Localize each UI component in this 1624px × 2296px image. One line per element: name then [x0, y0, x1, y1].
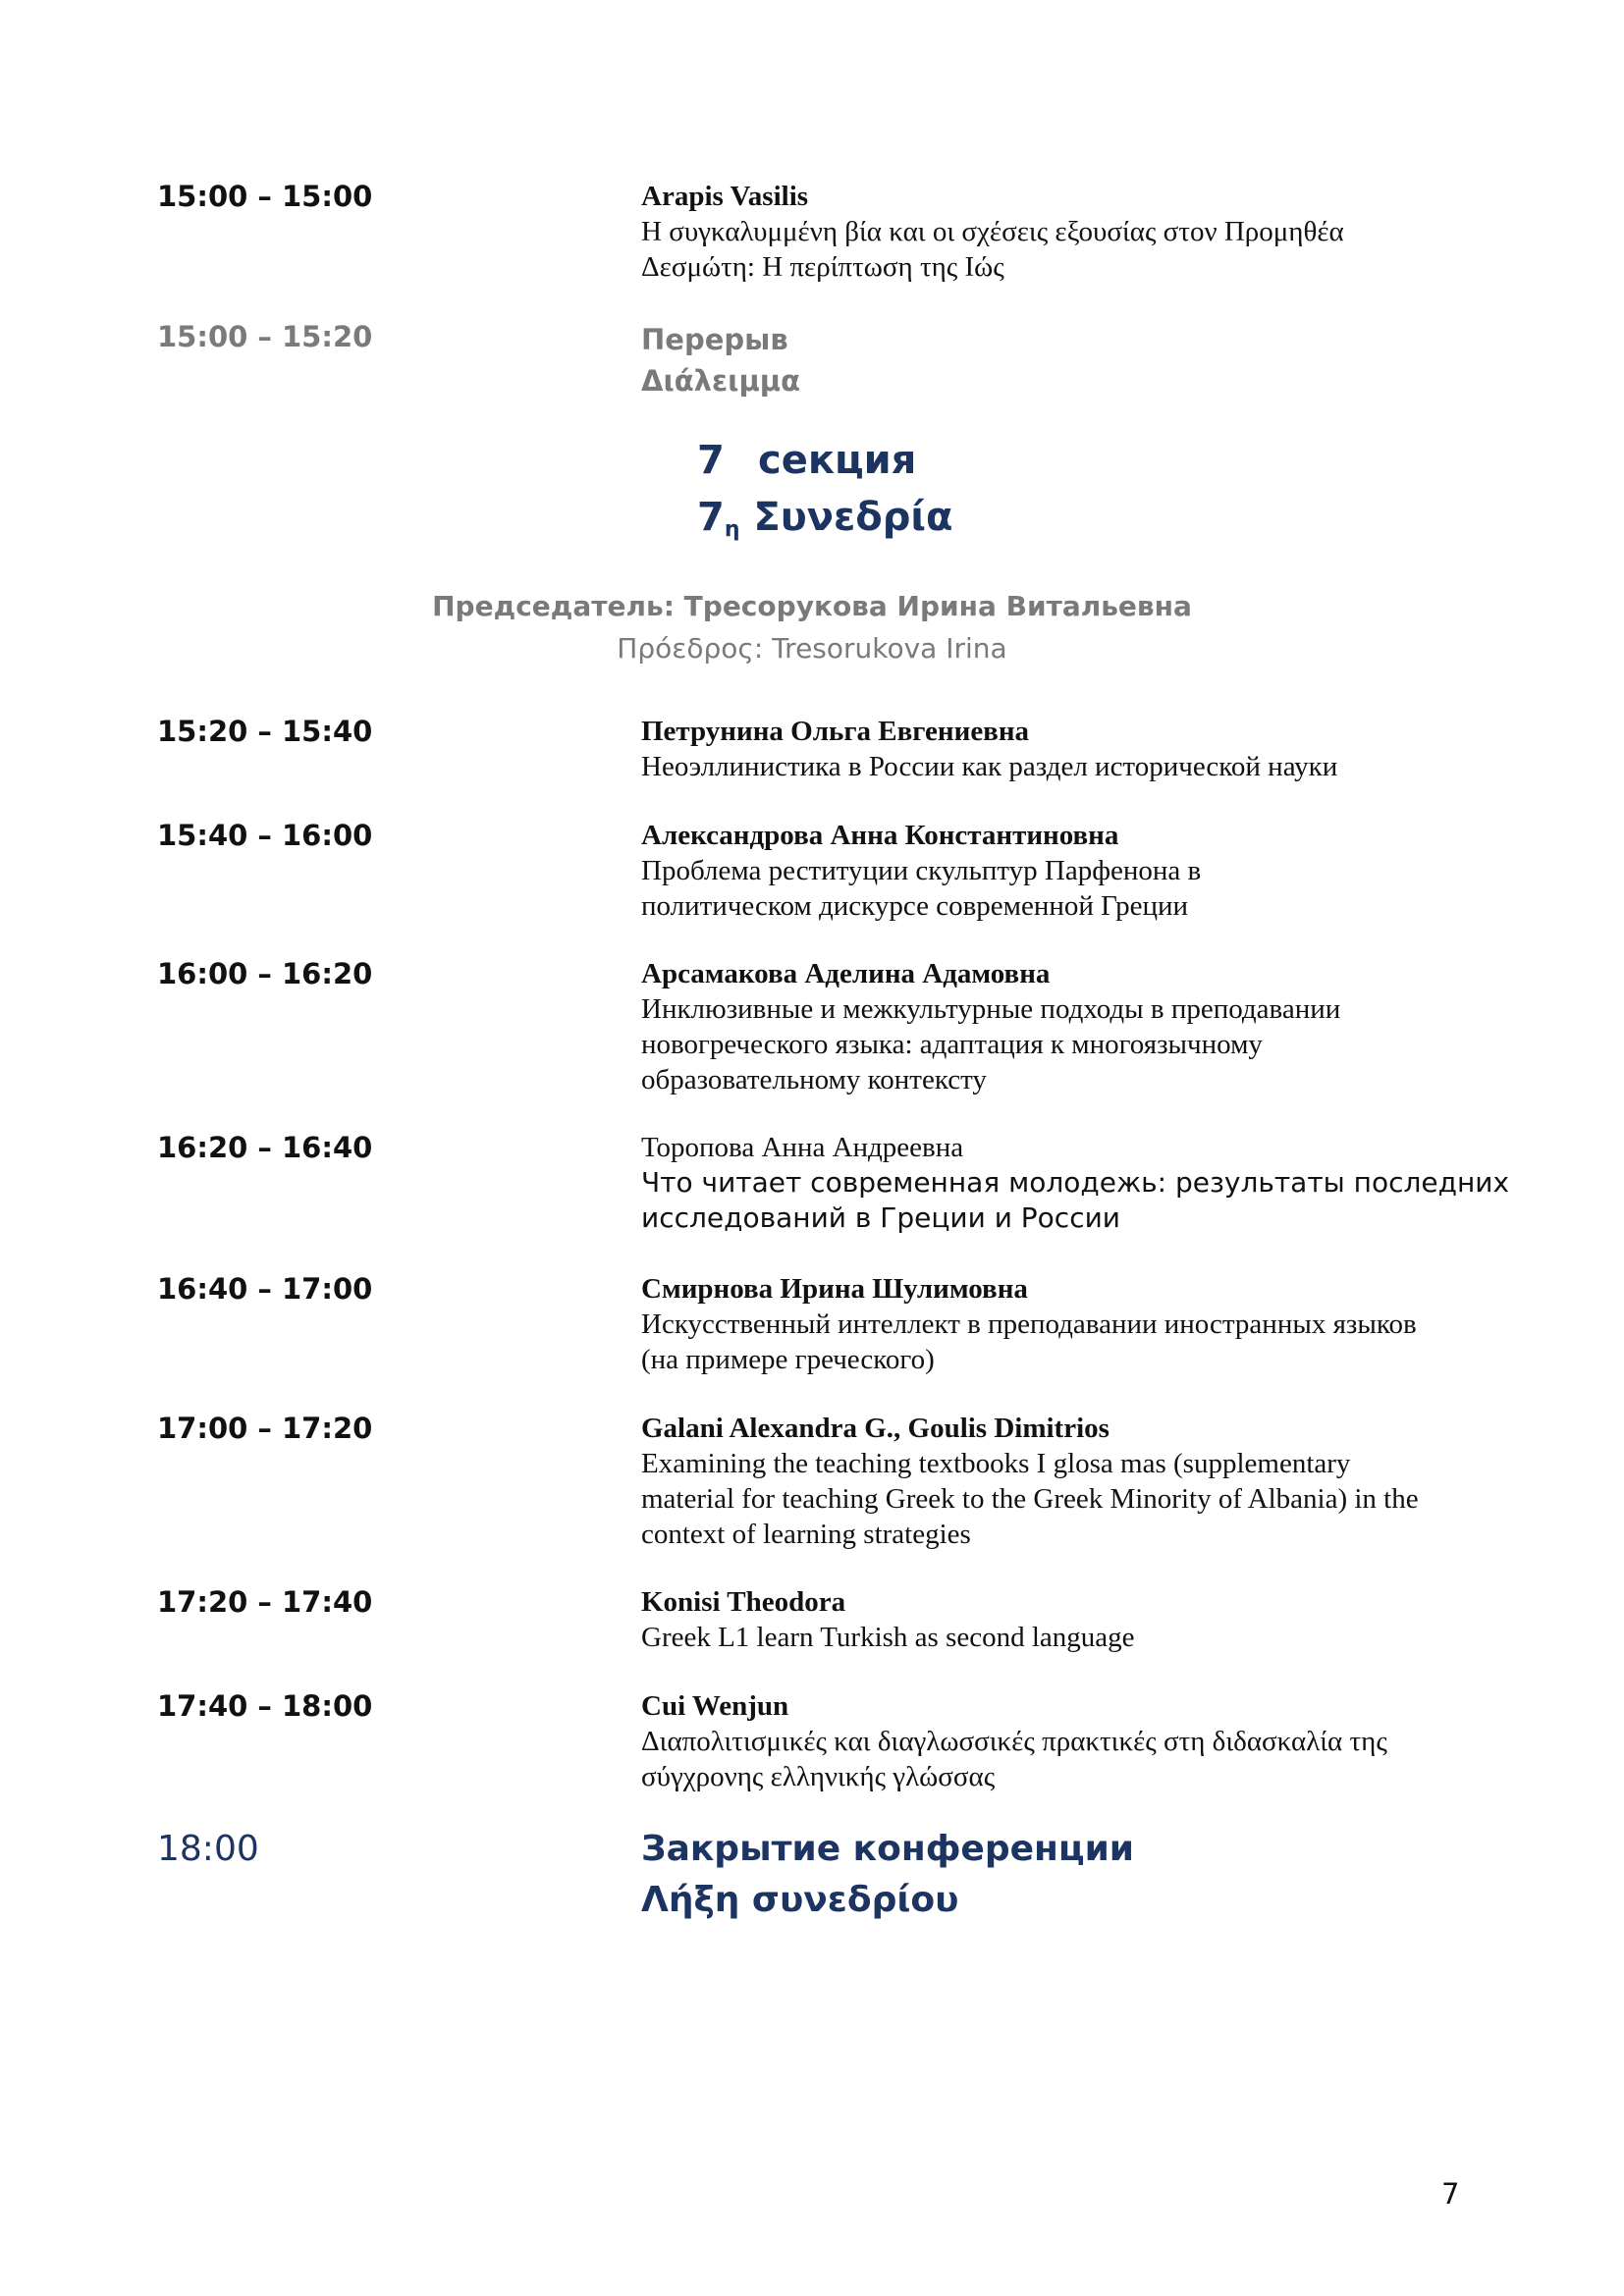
item-title-line: Examining the teaching textbooks I glosa mas (supplementary [641, 1448, 1351, 1479]
item-title [641, 214, 1486, 285]
item-title [641, 1165, 1510, 1236]
item-content [641, 1688, 1486, 1794]
item-title-line: Что читает современная молодежь: результаты последних [641, 1166, 1510, 1199]
item-author: Смирнова Ирина Шулимовна [641, 1273, 1028, 1305]
item-title [641, 1620, 1486, 1655]
section-number-gr: 7 [697, 495, 725, 540]
item-title [641, 991, 1486, 1097]
item-title-line: образовательному контексту [641, 1064, 987, 1095]
item-time: 15:00 – 15:00 [157, 180, 373, 213]
item-content [641, 956, 1486, 1097]
section-heading [697, 432, 952, 559]
section-title-ru [697, 432, 952, 489]
item-title [641, 1307, 1486, 1377]
break-label-gr: Διάλειμμα [641, 364, 801, 398]
item-time: 17:20 – 17:40 [157, 1585, 373, 1619]
item-title-line: (на примере греческого) [641, 1344, 935, 1375]
break-content [641, 319, 1486, 401]
item-author: Galani Alexandra G., Goulis Dimitrios [641, 1413, 1110, 1444]
item-content [641, 714, 1486, 784]
item-content [641, 1130, 1510, 1236]
page-number: 7 [1441, 2177, 1460, 2211]
item-author: Konisi Theodora [641, 1586, 846, 1618]
item-content [641, 1411, 1486, 1552]
item-content [641, 1584, 1486, 1655]
chair-ru: Председатель: Тресорукова Ирина Витальевна [432, 590, 1192, 622]
section-label-ru: секция [758, 438, 917, 483]
item-title-line: новогреческого языка: адаптация к многоязычному [641, 1029, 1263, 1060]
item-title-line: Искусственный интеллект в преподавании иностранных языков [641, 1308, 1417, 1340]
break-time: 15:00 – 15:20 [157, 320, 373, 353]
item-title [641, 853, 1486, 924]
item-title [641, 1724, 1486, 1794]
item-title-line: context of learning strategies [641, 1519, 971, 1550]
item-author: Александрова Анна Константиновна [641, 820, 1119, 851]
closing-label-gr: Λήξη συνεδρίου [641, 1880, 959, 1920]
item-title-line: Greek L1 learn Turkish as second language [641, 1622, 1135, 1653]
item-author: Петрунина Ольга Евгениевна [641, 716, 1030, 747]
item-title-line: material for teaching Greek to the Greek Minority of Albania) in the [641, 1483, 1419, 1515]
section-ordinal-suffix: η [724, 517, 740, 542]
item-time: 17:00 – 17:20 [157, 1412, 373, 1445]
item-content [641, 179, 1486, 285]
item-author: Арсамакова Аделина Адамовна [641, 958, 1051, 989]
section-number: 7 [697, 438, 725, 483]
item-author: Торопова Анна Андреевна [641, 1132, 964, 1163]
item-title-line: Δεσμώτη: Η περίπτωση της Ιώς [641, 251, 1004, 283]
item-title-line: исследований в Греции и России [641, 1201, 1120, 1234]
chair-gr: Πρόεδρος: Tresorukova Irina [617, 632, 1007, 665]
item-title-line: Инклюзивные и межкультурные подходы в преподавании [641, 993, 1341, 1025]
closing-content [641, 1824, 1486, 1926]
item-title-line: политическом дискурсе современной Греции [641, 890, 1189, 922]
closing-label-ru: Закрытие конференции [641, 1829, 1135, 1869]
break-label-ru: Перерыв [641, 323, 788, 356]
item-title [641, 1446, 1486, 1552]
section-title-gr [697, 489, 952, 559]
item-title-line: Διαπολιτισμικές και διαγλωσσικές πρακτικές στη διδασκαλία της [641, 1726, 1387, 1757]
item-author: Cui Wenjun [641, 1690, 789, 1722]
item-author: Arapis Vasilis [641, 181, 809, 212]
closing-time: 18:00 [157, 1829, 259, 1869]
item-title-line: Проблема реституции скульптур Парфенона в [641, 855, 1202, 886]
item-title-line: σύγχρονης ελληνικής γλώσσας [641, 1761, 996, 1792]
item-time: 16:20 – 16:40 [157, 1131, 373, 1164]
item-content [641, 818, 1486, 924]
item-time: 15:40 – 16:00 [157, 819, 373, 852]
item-time: 15:20 – 15:40 [157, 715, 373, 748]
item-time: 16:40 – 17:00 [157, 1272, 373, 1306]
item-time: 16:00 – 16:20 [157, 957, 373, 990]
item-title-line: Неоэллинистика в России как раздел исторической науки [641, 751, 1338, 782]
item-time: 17:40 – 18:00 [157, 1689, 373, 1723]
item-content [641, 1271, 1486, 1377]
item-title-line: Η συγκαλυμμένη βία και οι σχέσεις εξουσίας στον Προμηθέα [641, 216, 1344, 247]
item-title [641, 749, 1486, 784]
section-label-gr: Συνεδρία [753, 495, 953, 540]
